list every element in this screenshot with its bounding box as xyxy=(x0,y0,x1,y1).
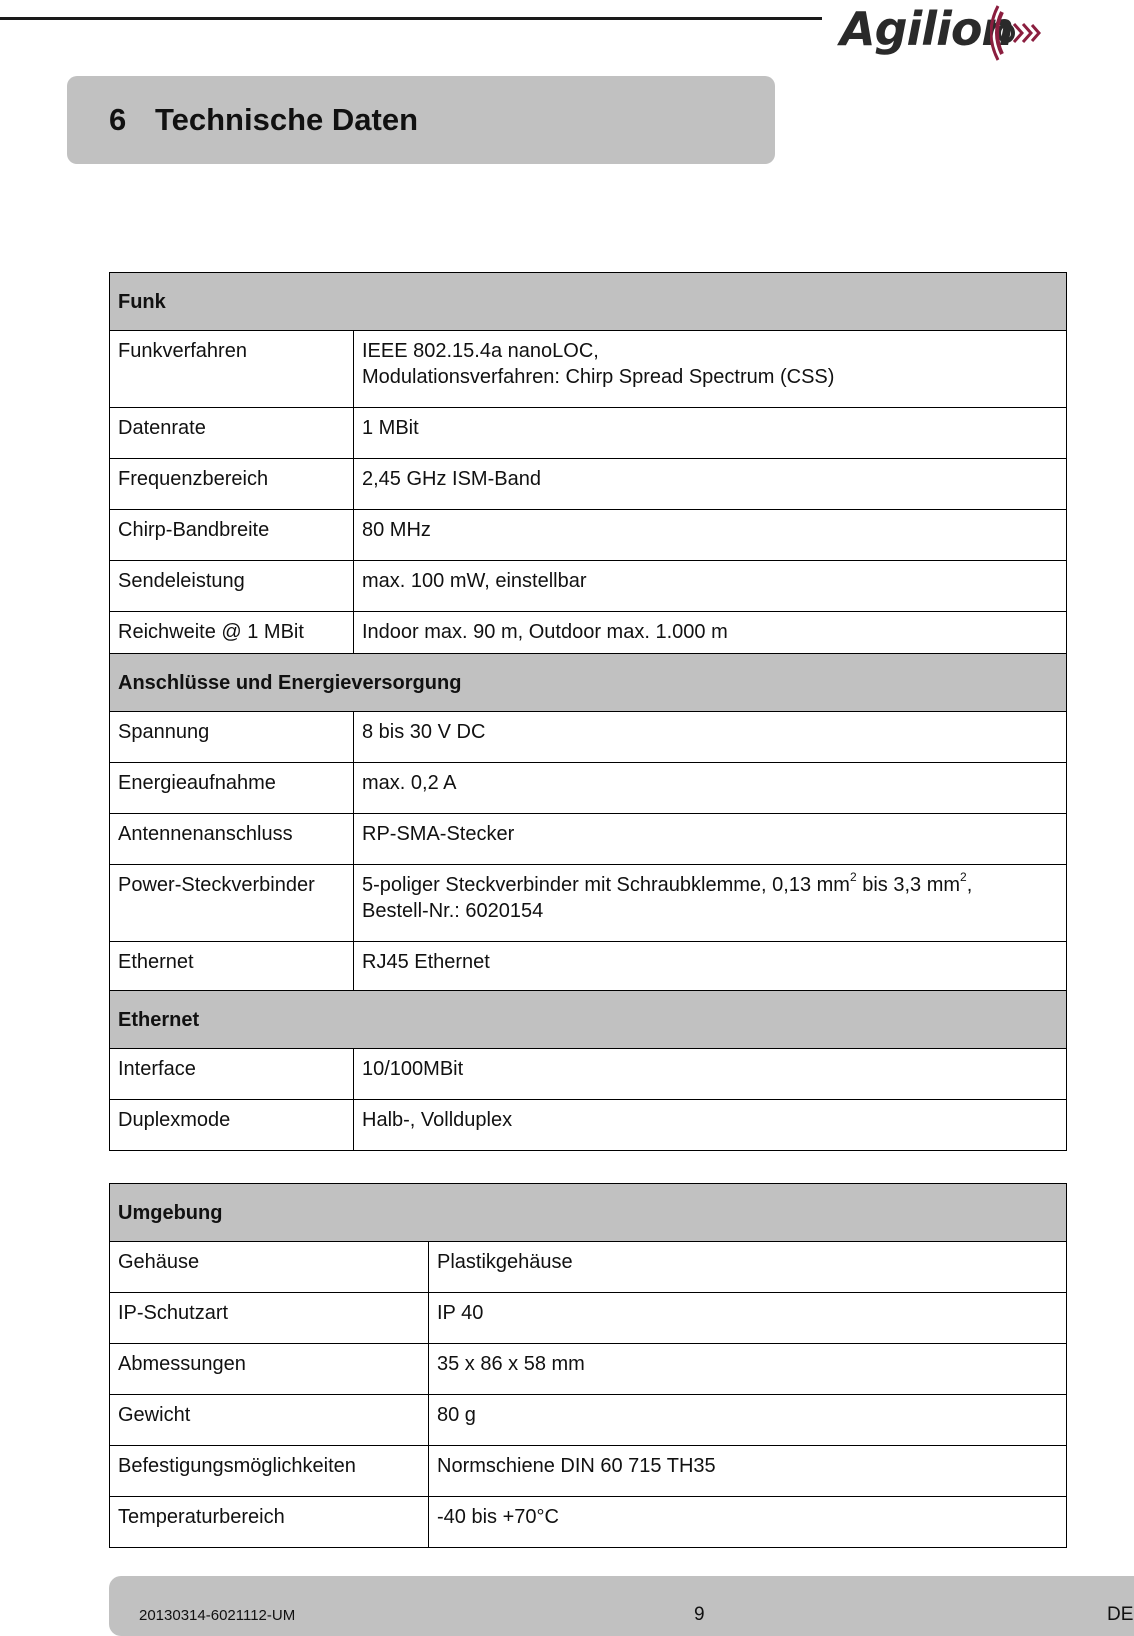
row-label: Abmessungen xyxy=(110,1344,429,1395)
language-code: DE xyxy=(1107,1604,1134,1625)
row-value: -40 bis +70°C xyxy=(429,1497,1067,1548)
row-label: Temperaturbereich xyxy=(110,1497,429,1548)
table-row xyxy=(110,865,1067,942)
table-row xyxy=(110,1344,1067,1395)
table-row xyxy=(110,408,1067,459)
row-value: 80 g xyxy=(429,1395,1067,1446)
row-value: Normschiene DIN 60 715 TH35 xyxy=(429,1446,1067,1497)
header-rule xyxy=(0,17,822,20)
table-row xyxy=(110,1293,1067,1344)
table-row xyxy=(110,1395,1067,1446)
row-value-line: IEEE 802.15.4a nanoLOC, xyxy=(362,340,599,362)
row-label: Gewicht xyxy=(110,1395,429,1446)
row-label: Reichweite @ 1 MBit xyxy=(110,612,354,663)
row-value: max. 100 mW, einstellbar xyxy=(354,561,1067,612)
row-value xyxy=(354,865,1067,942)
row-value: Plastikgehäuse xyxy=(429,1242,1067,1293)
section-title: Technische Daten xyxy=(155,102,419,137)
row-value: 10/100MBit xyxy=(354,1049,1067,1100)
row-label: Spannung xyxy=(110,712,354,763)
table-row xyxy=(110,1446,1067,1497)
row-label: Ethernet xyxy=(110,942,354,993)
row-label: Interface xyxy=(110,1049,354,1100)
row-value: IP 40 xyxy=(429,1293,1067,1344)
row-value xyxy=(354,331,1067,408)
table-row xyxy=(110,763,1067,814)
row-label: Duplexmode xyxy=(110,1100,354,1151)
section-number: 6 xyxy=(109,102,127,137)
brand-name: Agilion xyxy=(840,2,1014,56)
row-value: 80 MHz xyxy=(354,510,1067,561)
row-label: Power-Steckverbinder xyxy=(110,865,354,942)
row-value-line: 5-poliger Steckverbinder mit Schraubklemme, 0,13 $mm^2$ bis 3,3 $mm^2$, xyxy=(362,870,973,896)
table-row xyxy=(110,510,1067,561)
page-number: 9 xyxy=(694,1604,705,1625)
table-title: Funk xyxy=(110,273,1067,331)
row-label: Funkverfahren xyxy=(110,331,354,408)
row-value-line: Bestell-Nr.: 6020154 xyxy=(362,900,544,922)
row-label: Chirp-Bandbreite xyxy=(110,510,354,561)
footer-doc-id: 20130314-6021112-UM xyxy=(139,1607,296,1624)
row-label: Sendeleistung xyxy=(110,561,354,612)
row-value: 35 x 86 x 58 mm xyxy=(429,1344,1067,1395)
table-row xyxy=(110,459,1067,510)
table-row xyxy=(110,942,1067,993)
ethernet-table xyxy=(109,990,1067,1151)
row-value: max. 0,2 A xyxy=(354,763,1067,814)
table-row xyxy=(110,814,1067,865)
footer-bar xyxy=(109,1576,1134,1636)
row-value: Halb-, Vollduplex xyxy=(354,1100,1067,1151)
table-row xyxy=(110,1242,1067,1293)
table-row xyxy=(110,1497,1067,1548)
anschluesse-table xyxy=(109,653,1067,993)
row-label: IP-Schutzart xyxy=(110,1293,429,1344)
row-label: Antennenanschluss xyxy=(110,814,354,865)
table-row xyxy=(110,331,1067,408)
row-value: 1 MBit xyxy=(354,408,1067,459)
row-value-line: Modulationsverfahren: Chirp Spread Spectrum (CSS) xyxy=(362,366,835,388)
umgebung-table xyxy=(109,1183,1067,1548)
table-row xyxy=(110,712,1067,763)
row-value: Indoor max. 90 m, Outdoor max. 1.000 m xyxy=(354,612,1067,663)
row-label: Gehäuse xyxy=(110,1242,429,1293)
row-value: 8 bis 30 V DC xyxy=(354,712,1067,763)
row-value: 2,45 GHz ISM-Band xyxy=(354,459,1067,510)
table-row xyxy=(110,1049,1067,1100)
agilion-signal-icon xyxy=(990,2,1060,64)
table-title: Ethernet xyxy=(110,991,1067,1049)
table-title: Anschlüsse und Energieversorgung xyxy=(110,654,1067,712)
row-value: RJ45 Ethernet xyxy=(354,942,1067,993)
table-row xyxy=(110,1100,1067,1151)
table-title: Umgebung xyxy=(110,1184,1067,1242)
row-label: Energieaufnahme xyxy=(110,763,354,814)
table-row xyxy=(110,561,1067,612)
funk-table xyxy=(109,272,1067,663)
row-label: Datenrate xyxy=(110,408,354,459)
section-heading xyxy=(67,76,775,164)
row-value: RP-SMA-Stecker xyxy=(354,814,1067,865)
row-label: Befestigungsmöglichkeiten xyxy=(110,1446,429,1497)
brand-logo xyxy=(840,0,1060,66)
row-label: Frequenzbereich xyxy=(110,459,354,510)
